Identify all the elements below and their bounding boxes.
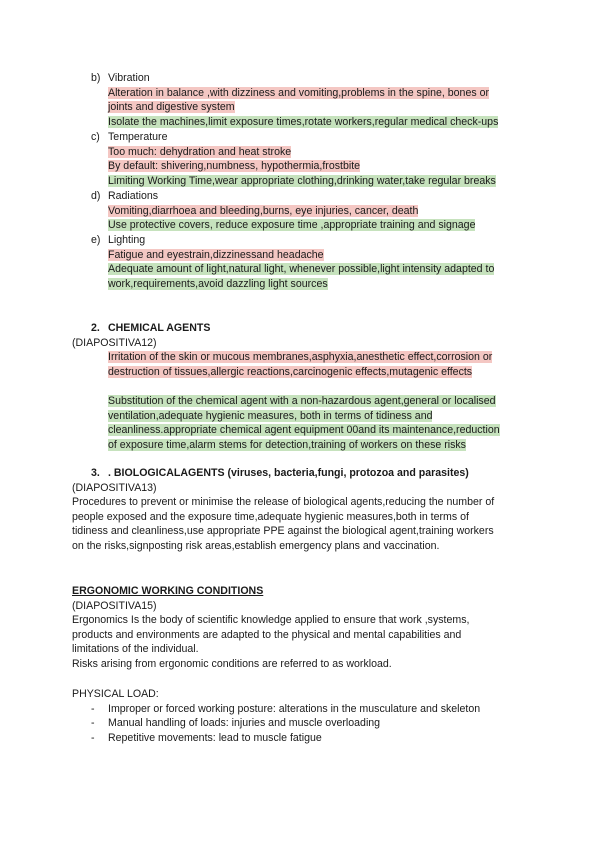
radiations-title: Radiations — [108, 190, 159, 202]
lighting-measure-line-1: Adequate amount of light,natural light, whenever possible,light intensity adapted to — [108, 263, 495, 276]
chemical-spacer — [72, 379, 530, 394]
vibration-risk-line-1: Alteration in balance ,with dizziness and vomiting,problems in the spine, bones or — [108, 86, 489, 99]
biological-section — [72, 466, 530, 554]
bullet-dash: - — [91, 702, 95, 715]
vibration-title: Vibration — [108, 72, 150, 84]
biological-title: . BIOLOGICALAGENTS (viruses, bacteria,fungi, protozoa and parasites) — [108, 467, 469, 479]
biological-number: 3. — [91, 467, 100, 479]
chemical-measure-line-2: ventilation,adequate hygienic measures, both in terms of tidiness and — [108, 409, 433, 422]
physical-load-item-1: Improper or forced working posture: alterations in the musculature and skeleton — [108, 702, 481, 715]
list-item — [72, 716, 530, 731]
radiations-marker: d) — [91, 190, 101, 202]
lighting-title: Lighting — [108, 234, 146, 246]
chemical-number: 2. — [91, 322, 100, 334]
physical-load-section — [72, 687, 530, 745]
physical-load-item-2: Manual handling of loads: injuries and muscle overloading — [108, 717, 381, 730]
ergonomic-ref: (DIAPOSITIVA15) — [72, 599, 157, 612]
lighting-heading — [72, 233, 530, 248]
temperature-marker: c) — [91, 131, 100, 143]
physical-load-label: PHYSICAL LOAD: — [72, 688, 159, 700]
biological-text-line-2: people exposed and the exposure time,adequate hygienic measures,both in terms of — [72, 510, 469, 523]
lighting-section — [72, 233, 530, 291]
temperature-risk-line-1: Too much: dehydration and heat stroke — [108, 145, 292, 158]
ergonomic-text-line-2: products and environments are adapted to the physical and mental capabilities and — [72, 628, 462, 641]
chemical-risk-line-1: Irritation of the skin or mucous membranes,asphyxia,anesthetic effect,corrosion or — [108, 351, 493, 364]
list-item — [72, 731, 530, 746]
radiations-measure: Use protective covers, reduce exposure time ,appropriate training and signage — [108, 219, 476, 232]
bullet-dash: - — [91, 717, 95, 730]
vibration-risk-line-2: joints and digestive system — [108, 101, 235, 114]
ergonomic-section — [72, 584, 530, 672]
lighting-measure-line-2: work,requirements,avoid dazzling light sources — [108, 277, 328, 290]
biological-text-line-4: on the risks,signposting risk areas,establish emergency plans and vaccination. — [72, 539, 440, 552]
biological-text-line-3: tidiness and cleanliness,use appropriate PPE against the biological agent,training workers — [72, 525, 494, 538]
biological-heading — [72, 466, 530, 481]
ergonomic-title: ERGONOMIC WORKING CONDITIONS — [72, 585, 264, 597]
biological-text-line-1: Procedures to prevent or minimise the release of biological agents,reducing the number of — [72, 496, 495, 509]
radiations-section — [72, 189, 530, 233]
temperature-measure: Limiting Working Time,wear appropriate clothing,drinking water,take regular breaks — [108, 174, 496, 187]
radiations-heading — [72, 189, 530, 204]
chemical-ref: (DIAPOSITIVA12) — [72, 336, 157, 349]
chemical-measure-line-3: cleanliness.appropriate chemical agent equipment 00and its maintenance,reduction — [108, 424, 500, 437]
lighting-risk: Fatigue and eyestrain,dizzinessand headache — [108, 248, 324, 261]
vibration-measure: Isolate the machines,limit exposure times,rotate workers,regular medical check-ups — [108, 115, 499, 128]
chemical-measure-line-1: Substitution of the chemical agent with a non-hazardous agent,general or localised — [108, 394, 496, 407]
temperature-heading — [72, 130, 530, 145]
chemical-risk-line-2: destruction of tissues,allergic reactions,carcinogenic effects,mutagenic effects — [108, 365, 473, 378]
lighting-marker: e) — [91, 234, 101, 246]
ergonomic-text-line-3: limitations of the individual. — [72, 643, 199, 656]
ergonomic-text-line-1: Ergonomics Is the body of scientific knowledge applied to ensure that work ,systems, — [72, 614, 470, 627]
physical-load-item-3: Repetitive movements: lead to muscle fatigue — [108, 731, 322, 744]
vibration-marker: b) — [91, 72, 101, 84]
list-item — [72, 702, 530, 717]
temperature-section — [72, 130, 530, 188]
chemical-title: CHEMICAL AGENTS — [108, 322, 211, 334]
chemical-heading — [72, 321, 530, 336]
chemical-measure-line-4: of exposure time,alarm stems for detection,training of workers on these risks — [108, 438, 466, 451]
temperature-title: Temperature — [108, 131, 168, 143]
radiations-risk: Vomiting,diarrhoea and bleeding,burns, eye injuries, cancer, death — [108, 204, 419, 217]
vibration-heading — [72, 71, 530, 86]
temperature-risk-line-2: By default: shivering,numbness, hypothermia,frostbite — [108, 160, 361, 173]
chemical-section — [72, 321, 530, 452]
vibration-section — [72, 71, 530, 129]
bullet-dash: - — [91, 731, 95, 744]
biological-ref: (DIAPOSITIVA13) — [72, 481, 157, 494]
ergonomic-text-line-4: Risks arising from ergonomic conditions are referred to as workload. — [72, 657, 392, 670]
